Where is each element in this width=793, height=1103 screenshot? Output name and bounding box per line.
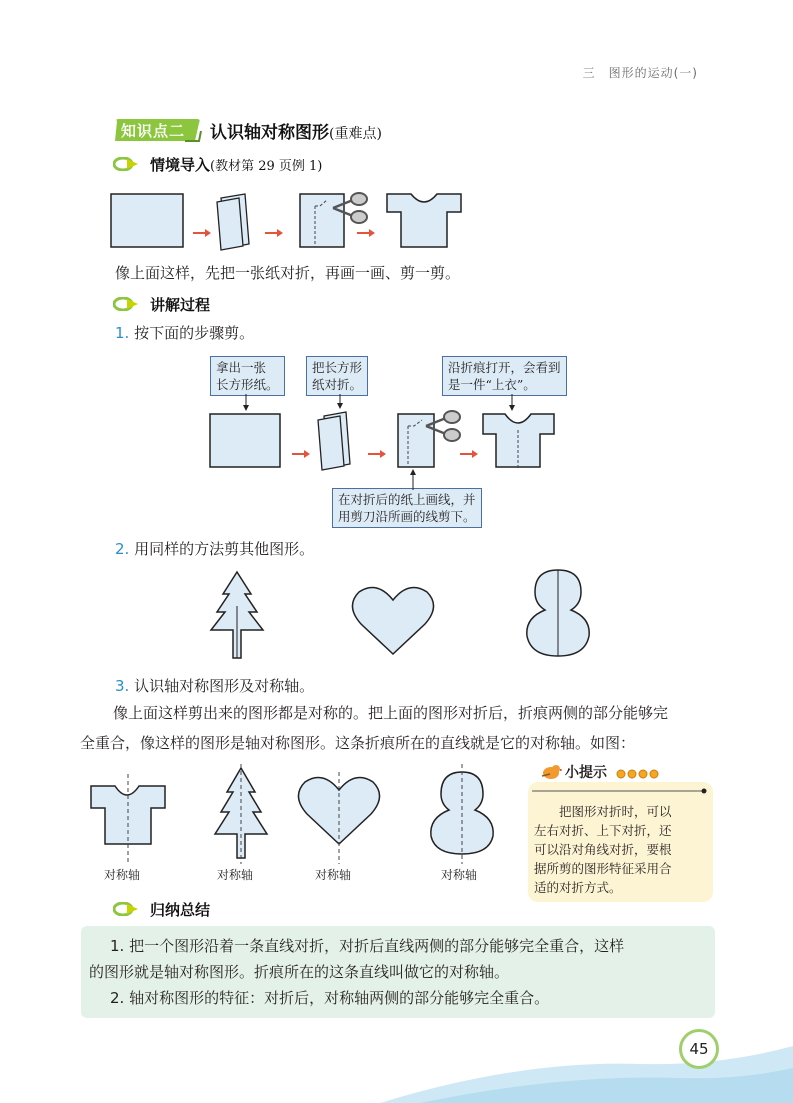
- step1-text: 按下面的步骤剪。: [134, 324, 255, 342]
- axis-label: 对称轴: [104, 868, 141, 882]
- callout-line: 在对折后的纸上画线，并: [338, 492, 476, 507]
- page-title: [210, 118, 382, 143]
- heart-shape: [352, 588, 433, 655]
- step3: [115, 675, 314, 696]
- explain-line2: 全重合，像这样的图形是轴对称图形。这条折痕所在的直线就是它的对称轴。如图：: [80, 734, 636, 752]
- title-text: 认识轴对称图形: [210, 123, 329, 143]
- tip-line: 把图形对折时，可以: [534, 804, 672, 819]
- section-bullet-icon: [113, 157, 139, 171]
- section1-ref: (教材第 29 页例 1): [210, 159, 323, 174]
- summary-p2: 2. 轴对称图形的特征：对折后，对称轴两侧的部分能够完全重合。: [95, 989, 550, 1007]
- folded-paper-drawn: [398, 414, 434, 467]
- summary-p1b: 的图形就是轴对称图形。折痕所在的这条直线叫做它的对称轴。: [89, 963, 510, 981]
- callout-line: 沿折痕打开，会看到: [448, 360, 561, 375]
- step2: [115, 538, 314, 559]
- shirt-shape: [91, 786, 165, 844]
- callout-step2: [306, 356, 368, 396]
- summary-p1a: 1. 把一个图形沿着一条直线对折，对折后直线两侧的部分能够完全重合，这样: [95, 937, 625, 955]
- section-bullet-icon: [113, 297, 139, 311]
- step3-num: 3.: [115, 677, 130, 695]
- section-title-summary: 归纳总结: [150, 901, 211, 919]
- symmetry-axis-strip: [85, 764, 515, 866]
- intro-text: 像上面这样，先把一张纸对折，再画一画、剪一剪。: [115, 264, 461, 282]
- callout-step3: [442, 356, 567, 396]
- step2-num: 2.: [115, 540, 130, 558]
- tip-box: [528, 782, 713, 902]
- folded-paper-drawn: [300, 194, 344, 247]
- section1-title: 情境导入: [150, 156, 211, 174]
- other-shapes-strip: [195, 566, 615, 662]
- axis-label: 对称轴: [315, 868, 352, 882]
- explain-line1: 像上面这样剪出来的图形都是对称的。把上面的图形对折后，折痕两侧的部分能够完: [113, 704, 669, 722]
- wave-decoration: [0, 1030, 793, 1103]
- callout-line: 用剪刀沿所画的线剪下。: [338, 509, 476, 524]
- callout-line: 是一件“上衣”。: [448, 377, 536, 392]
- tip-line: 适的对折方式。: [534, 880, 622, 895]
- callout-line: 把长方形: [312, 360, 363, 375]
- tip-title: 小提示: [565, 765, 607, 781]
- badge-label: 知识点二: [121, 122, 186, 140]
- page-number: 45: [679, 1029, 719, 1069]
- section-bullet-icon: [113, 902, 139, 916]
- tip-line: 可以沿对角线对折，要根: [534, 842, 672, 857]
- callout-line: 纸对折。: [312, 377, 363, 392]
- step3-text: 认识轴对称图形及对称轴。: [134, 677, 315, 695]
- star-rating-icon: [616, 768, 662, 780]
- knowledge-point-badge: [113, 117, 203, 143]
- callout-line: 长方形纸。: [216, 377, 279, 392]
- bird-icon: [538, 762, 562, 782]
- tip-divider: [532, 788, 712, 794]
- tip-line: 据所剪的图形特征采用合: [534, 861, 672, 876]
- callout-step-cut: [332, 488, 482, 528]
- axis-label: 对称轴: [441, 868, 478, 882]
- step1: [115, 322, 254, 343]
- callout-step1: [210, 356, 285, 396]
- section-title-process: 讲解过程: [150, 296, 211, 314]
- step-figure-strip: [200, 394, 570, 490]
- chapter-header: 三 图形的运动(一): [582, 66, 698, 80]
- callout-line: 拿出一张: [216, 360, 267, 375]
- summary-box: [81, 926, 715, 1018]
- step1-num: 1.: [115, 324, 130, 342]
- tip-text: [534, 802, 712, 897]
- paper-rect: [111, 194, 183, 247]
- title-tag: (重难点): [329, 126, 382, 142]
- intro-figure-strip: [105, 188, 475, 254]
- step2-text: 用同样的方法剪其他图形。: [134, 540, 315, 558]
- section-title-intro: [150, 154, 322, 175]
- shirt-shape: [387, 194, 461, 247]
- axis-label: 对称轴: [217, 868, 254, 882]
- tip-line: 左右对折、上下对折，还: [534, 823, 672, 838]
- paper-rect: [210, 414, 280, 467]
